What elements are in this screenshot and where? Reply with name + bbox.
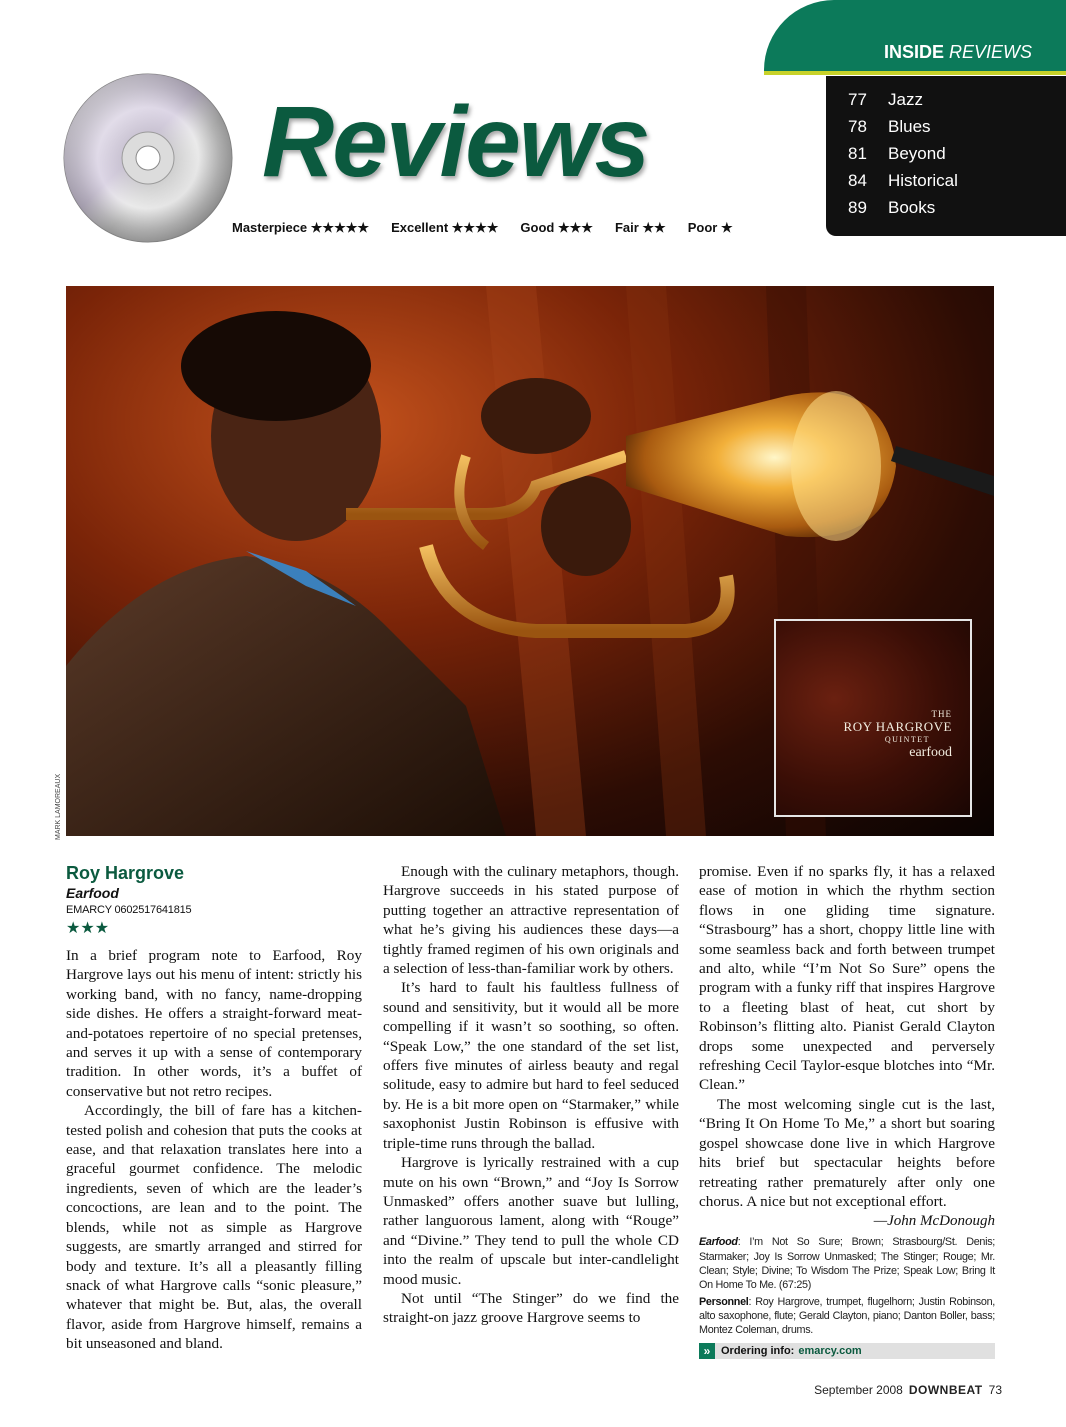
inside-reviews-title: INSIDE REVIEWS: [884, 42, 1033, 62]
double-chevron-right-icon: »: [699, 1343, 715, 1359]
inside-item-jazz: 77 Jazz: [848, 90, 923, 109]
review-paragraph: In a brief program note to Earfood, Roy Hargrove lays out his menu of intent: strictly his working band, with no fancy, name-dropping side dishes. He offers a straight-forward meat-and-potatoes repertoire of no special pretenses, and serves it up with a sense of contemporary tradition. In other words, it’s a buffet of conservative but not retro recipes.: [66, 947, 362, 1100]
inside-item-historical: 84 Historical: [848, 171, 958, 190]
review-signature: —John McDonough: [873, 1213, 995, 1230]
review-album: Earfood: [66, 885, 119, 901]
rating-key-fair: Fair ★★: [614, 220, 666, 235]
personnel-listing: Personnel: Roy Hargrove, trumpet, flugelhorn; Justin Robinson, alto saxophone, flute; Gerald Clayton, piano; Danton Boller, bass; Montez Coleman, drums.: [699, 1295, 995, 1337]
review-paragraph: Hargrove is lyrically restrained with a cup mute on his own “Brown,” and “Joy Is Sorrow Unmasked” offers another suave but lulling, rather languorous lament, along with “Rouge” and “Divine.” They tend to pull the whole CD into the realm of upscale but inter-candlelight mood music.: [383, 1154, 679, 1288]
track-listing: Earfood: I’m Not So Sure; Brown; Strasbourg/St. Denis; Starmaker; Joy Is Sorrow Unmasked; The Stinger; Rouge; Mr. Clean; Style; Divine; To Wisdom The Prize; Speak Low; Bring It On Home To Me. (67:25): [699, 1236, 995, 1292]
album-cover-artist: ROY HARGROVE: [843, 719, 952, 734]
album-cover-title: earfood: [909, 745, 952, 760]
inside-item-beyond: 81 Beyond: [848, 144, 946, 163]
inside-reviews-header: [764, 0, 1066, 75]
review-paragraph: Enough with the culinary metaphors, though. Hargrove succeeds in his stated purpose of putting together an attractive representation of what he’s giving his audiences these days—a tightly framed regimen of his own originals and a selection of less-than-familiar work by others.: [383, 863, 679, 978]
rating-key: [232, 220, 733, 236]
footer-brand: DOWNBEAT: [908, 1383, 983, 1397]
review-paragraph: Accordingly, the bill of fare has a kitchen-tested polish and cohesion that puts the cooks at ease, and that relaxation translates here into a graceful gourmet confidence. The melodic ingredients, seven of which are the leader’s concoctions, are lean and to the point. The blends, while not as simple as Hargrove suggests, are smartly arranged and stirred for body and texture. It’s all a pleasantly filling snack of what Hargrove calls “sonic pleasure,” whatever that might be. But, alas, the overall flavor, aside from Hargrove himself, remains a bit unseasoned and bland.: [66, 1102, 362, 1353]
review-paragraph: The most welcoming single cut is the last, “Bring It On Home To Me,” a short but soaring gospel showcase done live in which Hargrove hits brief but spectacular heights before retreating rather prematurely after only one chorus. A nice but not exceptional effort.: [699, 1095, 995, 1210]
review-paragraph: It’s hard to fault his faultless fullness of sound and sensitivity, but it would all be more compelling if it wasn’t so soothing, so often. “Speak Low,” the one standard of the set list, offers five minutes of airless beauty and regal solitude, easy to admire but hard to feel seduced by. He is a bit more open on “Starmaker,” while saxophonist Justin Robinson is effusive with triple-time runs through the ballad.: [383, 979, 679, 1152]
ordering-link[interactable]: emarcy.com: [798, 1345, 862, 1358]
review-stars: ★★★: [66, 920, 110, 937]
rating-key-poor: Poor ★: [687, 220, 733, 235]
review-paragraph: Not until “The Stinger” do we find the straight-on jazz groove Hargrove seems to: [383, 1289, 679, 1327]
page-footer: [814, 1383, 1002, 1397]
album-cover-quintet: QUINTET: [884, 735, 930, 744]
inside-reviews-list: [848, 90, 958, 225]
review-artist: Roy Hargrove: [66, 863, 185, 883]
footer-date: September 2008: [814, 1383, 903, 1397]
cd-disc-icon: [62, 72, 234, 244]
section-title: Reviews: [262, 86, 649, 198]
inside-item-books: 89 Books: [848, 198, 936, 217]
rating-key-excellent: Excellent ★★★★: [391, 220, 499, 235]
rating-key-masterpiece: Masterpiece ★★★★★: [232, 220, 370, 235]
review-paragraph: promise. Even if no sparks fly, it has a relaxed ease of motion in which the rhythm section flows in one gliding time signature. “Strasbourg” has a short, choppy little line with some seamless back and forth between trumpet and alto, while “I’m Not So Sure” opens the program with a funky riff that inspires Hargrove to a fleeting blast of heat, cut short by Robinson’s flitting alto. Pianist Gerald Clayton drops some unexpected and perversely refreshing Cecil Taylor-esque blotches into “Mr. Clean.”: [699, 863, 995, 1094]
ordering-label: Ordering info:: [721, 1345, 795, 1358]
inside-item-blues: 78 Blues: [848, 117, 931, 136]
page-number: 73: [988, 1383, 1002, 1397]
hero-photo: [66, 286, 994, 836]
review-column-2: [383, 862, 679, 1328]
rating-key-good: Good ★★★: [520, 220, 593, 235]
album-cover: [774, 619, 972, 817]
photo-credit: MARK LAMOREAUX: [55, 773, 62, 840]
album-cover-the: THE: [931, 709, 952, 719]
review-column-1: [66, 862, 362, 1354]
review-label: EMARCY 0602517641815: [66, 904, 192, 916]
ordering-info: [699, 1343, 995, 1359]
review-column-3: [699, 862, 995, 1359]
